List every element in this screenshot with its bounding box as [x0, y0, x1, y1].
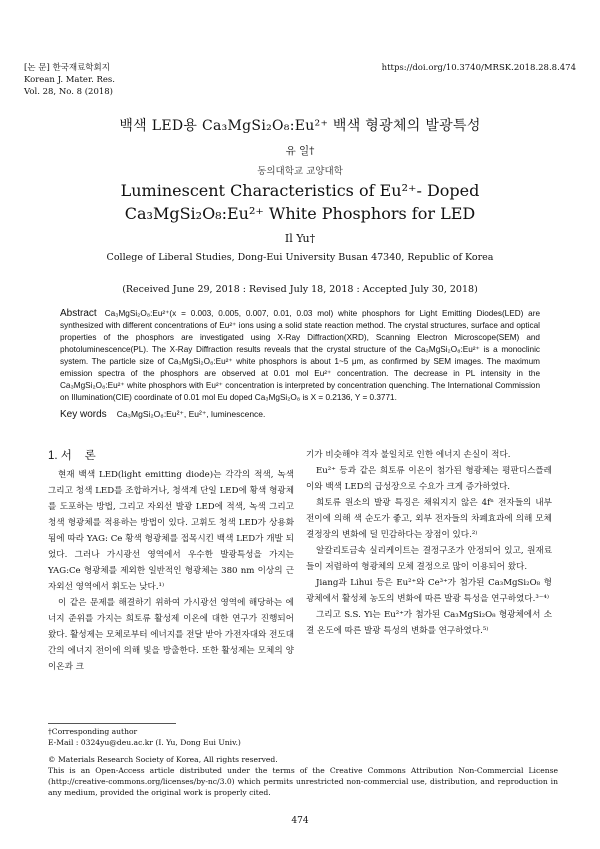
copyright-note: © Materials Research Society of Korea, All rights reserved. [48, 755, 278, 764]
abstract [60, 308, 540, 404]
author-korean: 유 일† [285, 145, 315, 157]
journal-info [24, 62, 115, 98]
left-column [48, 467, 294, 675]
license-note: This is an Open-Access article distributed under the terms of the Creative Commons Attribution Non-Commercial License (http://creative-commons.org/licenses/by-nc/3.0) which permits unrestricted non-commercial use, distribution, and reproduction in any medium, provided the original work is properly cited. [48, 766, 558, 797]
body-paragraph: 기가 비슷해야 격자 불일치로 인한 에너지 손실이 적다. [306, 450, 511, 460]
title-english-line1: Luminescent Characteristics of Eu²⁺- Doped [120, 181, 480, 200]
keywords-label: Key words [60, 409, 107, 420]
abstract-text: Ca₃MgSi₂O₈:Eu²⁺(x = 0.003, 0.005, 0.007, 0.01, 0.03 mol) white phosphors for Light Emitting Diodes(LED) are synthesized with different concentrations of Eu²⁺ ions using a solid state reaction method. The crystal structures, surface and optical properties of the phosphors are investigated using X-Ray Diffraction(XRD), Scanning Electron Microscope(SEM) and photoluminescence(PL). The X-Ray Diffraction results reveals that the crystal structure of the Ca₃MgSi₂O₈:Eu²⁺ is a monoclinic system. The particle size of Ca₃MgSi₂O₈:Eu²⁺ white phosphors is about 1~5 μm, as confirmed by SEM images. The maximum emission spectra of the phosphors are observed at 0.01 mol Eu²⁺ concentration. The decrease in PL intensity in the Ca₃MgSi₂O₈:Eu²⁺ white phosphors with Eu²⁺ concentration is interpreted by concentration quenching. The International Commission on Illumination(CIE) coordinate of 0.01 mol Eu doped Ca₃MgSi₂O₈ is X = 0.2136, Y = 0.3771. [60, 309, 540, 402]
abstract-label: Abstract [60, 308, 97, 319]
doi-link[interactable]: https://doi.org/10.3740/MRSK.2018.28.8.474 [381, 63, 576, 73]
received-dates: (Received June 29, 2018 : Revised July 18, 2018 : Accepted July 30, 2018) [122, 284, 478, 295]
body-paragraph: 그리고 S.S. Yi는 Eu²⁺가 첨가된 Ca₃MgSi₂O₈ 형광체에서 소결 온도에 따른 발광 특성의 변화를 연구하였다.⁵⁾ [306, 610, 552, 636]
journal-name-kr: [논 문] 한국재료학회지 [24, 63, 110, 73]
keywords-text: Ca₃MgSi₂O₈:Eu²⁺, Eu²⁺, luminescence. [116, 409, 266, 419]
body-paragraph: 알칼리토금속 실리케이트는 결정구조가 안정되어 있고, 원재료들이 저렴하여 형광체의 모체 결정으로 많이 이용되어 왔다. [306, 546, 552, 572]
page-number: 474 [291, 816, 309, 826]
corresponding-author-note: †Corresponding author [48, 727, 138, 736]
author-english: Il Yu† [284, 232, 316, 245]
journal-volume: Vol. 28, No. 8 (2018) [24, 87, 114, 97]
body-paragraph: 희토류 원소의 발광 특징은 채워지지 않은 4fⁿ 전자들의 내부 전이에 의해 색 순도가 좋고, 외부 전자들의 차폐효과에 의해 모체 결정장의 변화에 덜 민감하다는 장점이 있다.²⁾ [306, 498, 552, 540]
title-korean: 백색 LED용 Ca₃MgSi₂O₈:Eu²⁺ 백색 형광체의 발광특성 [119, 118, 481, 134]
affiliation-english: College of Liberal Studies, Dong-Eui University Busan 47340, Republic of Korea [106, 252, 494, 263]
right-column [306, 447, 552, 639]
body-paragraph: Jiang과 Lihui 등은 Eu²⁺와 Ce³⁺가 첨가된 Ca₃MgSi₂O₈ 형광체에서 활성체 농도의 변화에 따른 발광 특성을 연구하였다.³⁻⁴⁾ [306, 578, 552, 604]
body-paragraph: Eu²⁺ 등과 같은 희토류 이온이 첨가된 형광체는 평판디스플레이와 백색 LED의 급성장으로 수요가 크게 증가하였다. [306, 466, 552, 492]
affiliation-korean: 동의대학교 교양대학 [257, 166, 343, 177]
body-paragraph: 현재 백색 LED(light emitting diode)는 각각의 적색, 녹색 그리고 청색 LED를 조합하거나, 청색계 단일 LED에 황색 형광체를 도포하는 방법, 그리고 자외선 발광 LED에 적색, 녹색 그리고 청색 형광체를 적용하는 방법이 있다. 고휘도 청색 LED가 상용화됨에 따라 YAG: Ce 황색 형광체를 접목시킨 백색 LED가 개발 되었다. 그러나 가시광선 영역에서 우수한 발광특성을 가지는 YAG:Ce 형광체를 제외한 일반적인 형광체는 380 nm 이상의 근자외선 영역에서 휘도는 낮다.¹⁾ [48, 470, 294, 592]
journal-name-en: Korean J. Mater. Res. [24, 75, 115, 85]
section-title-introduction: 1. 서 론 [48, 450, 96, 462]
body-paragraph: 이 같은 문제를 해결하기 위하여 가시광선 영역에 해당하는 에너지 준위를 가지는 희토류 활성제 이온에 대한 연구가 진행되어 왔다. 활성제는 모체로부터 에너지를 전달 받아 가전자대와 전도대간의 에너지 전이에 의해 빛을 방출한다. 또한 활성제는 모체의 양이온과 크 [48, 598, 294, 672]
footnote-divider [48, 723, 176, 724]
author-email: E-Mail : 0324yu@deu.ac.kr (I. Yu, Dong Eui Univ.) [48, 738, 241, 747]
keywords [60, 409, 540, 420]
footnotes [48, 726, 558, 798]
title-english-line2: Ca₃MgSi₂O₈:Eu²⁺ White Phosphors for LED [124, 204, 476, 223]
